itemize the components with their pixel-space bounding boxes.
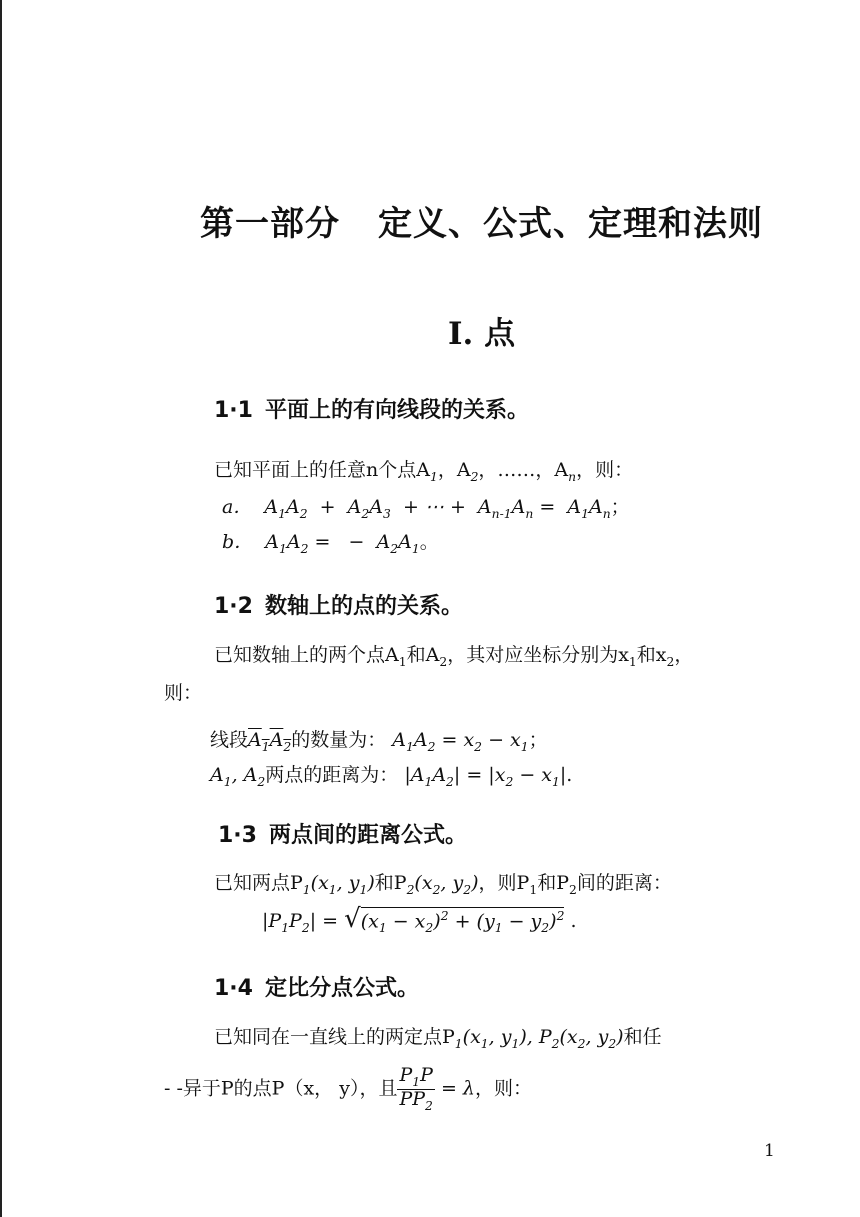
intro-text: 已知同在一直线上的两定点P xyxy=(214,1026,455,1048)
intro-text: 间的距离： xyxy=(576,872,672,894)
intro-text: ，则： xyxy=(576,459,634,481)
intro-text: 和任 xyxy=(623,1026,662,1048)
intro-text: 已知平面上的任意n个点A xyxy=(214,459,430,481)
quantity-label: 线段 xyxy=(210,729,249,751)
part-title-left: 第一部分 xyxy=(200,204,340,244)
section-heading-text: 数轴上的点的关系。 xyxy=(264,594,463,619)
formula-1-2-quantity: 线段$A_1A_2$的数量为： $A_1A_2 = x_2 - x_1$； xyxy=(210,729,548,754)
section-heading-1-2 xyxy=(214,589,463,620)
section-1-4-intro-cont: - -异于P的点P（x， y），且 $\frac{P_1P}{PP_2}$ = λ，则： xyxy=(164,1064,532,1113)
part-title xyxy=(200,196,763,245)
section-1-3-intro: 已知两点$P_1(x_1$, $y_1$)和$P_2(x_2$, $y_2$)，则$P_1$和$P_2$间的距离： xyxy=(214,872,672,897)
section-1-2-intro-cont: 则： xyxy=(164,682,203,704)
intro-text: ，A xyxy=(437,459,471,481)
page-number: 1 xyxy=(764,1141,775,1161)
page-left-edge-rule xyxy=(0,0,2,1217)
section-heading-1-4 xyxy=(214,971,419,1002)
section-1-2-intro: 已知数轴上的两个点$A_1$和$A_2$，其对应坐标分别为$x_1$和$x_2$， xyxy=(214,644,694,669)
intro-text: 和A xyxy=(406,644,440,666)
intro-text: ，……，A xyxy=(478,459,569,481)
section-heading-text: 两点间的距离公式。 xyxy=(268,823,467,848)
section-heading-1-3 xyxy=(218,818,467,849)
intro-text: ，则： xyxy=(474,1077,532,1100)
part-title-right: 定义、公式、定理和法则 xyxy=(378,204,763,244)
intro-text: 的点P（x， y），且 xyxy=(233,1077,398,1100)
intro-text: 和P xyxy=(374,872,407,894)
ratio-fraction: $\frac{P_1P}{PP_2}$ xyxy=(399,1064,433,1113)
formula-1-3-distance: $|P_1P_2| = √(x_1 - x_2)^2 + (y_1 - y_2)^2$ . xyxy=(262,904,577,935)
section-1-1-intro: 已知平面上的任意n个点$A_1$，$A_2$，……，$A_n$，则： xyxy=(214,459,634,484)
intro-text: 已知两点P xyxy=(214,872,303,894)
section-1-4-intro: 已知同在一直线上的两定点$P_1(x_1$, $y_1$), $P_2(x_2$, $y_2$)和任 xyxy=(214,1026,662,1051)
intro-text: - -异于P xyxy=(164,1077,234,1100)
intro-text: 和P xyxy=(537,872,569,894)
distance-label: 两点的距离为： xyxy=(265,764,399,786)
intro-text: ，则P xyxy=(478,872,530,894)
intro-text: 已知数轴上的两个点A xyxy=(214,644,399,666)
chapter-title: I. 点 xyxy=(448,316,516,352)
item-label: b． xyxy=(222,531,254,553)
intro-text: 和x xyxy=(636,644,667,666)
section-heading-text: 定比分点公式。 xyxy=(264,976,419,1001)
section-number: 1·1 xyxy=(214,398,253,423)
section-number: 1·3 xyxy=(218,823,257,848)
intro-text: ， xyxy=(674,644,694,666)
formula-1-1-a: a． $A_1A_2 + A_2A_3$ + ⋯ + $A_{n-1}A_n = A_1A_n$； xyxy=(222,496,630,521)
section-number: 1·4 xyxy=(214,976,253,1001)
section-number: 1·2 xyxy=(214,594,253,619)
formula-1-1-b: b． $A_1A_2$ = − $A_2A_1$。 xyxy=(222,531,439,556)
item-label: a． xyxy=(222,496,253,518)
section-heading-text: 平面上的有向线段的关系。 xyxy=(264,398,529,423)
section-heading-1-1 xyxy=(214,393,529,424)
formula-1-2-distance: $A_1$, $A_2$两点的距离为： $|A_1A_2| = |x_2 - x_1|$. xyxy=(210,764,573,789)
quantity-label: 的数量为： xyxy=(291,729,387,751)
intro-text: ，其对应坐标分别为x xyxy=(447,644,629,666)
